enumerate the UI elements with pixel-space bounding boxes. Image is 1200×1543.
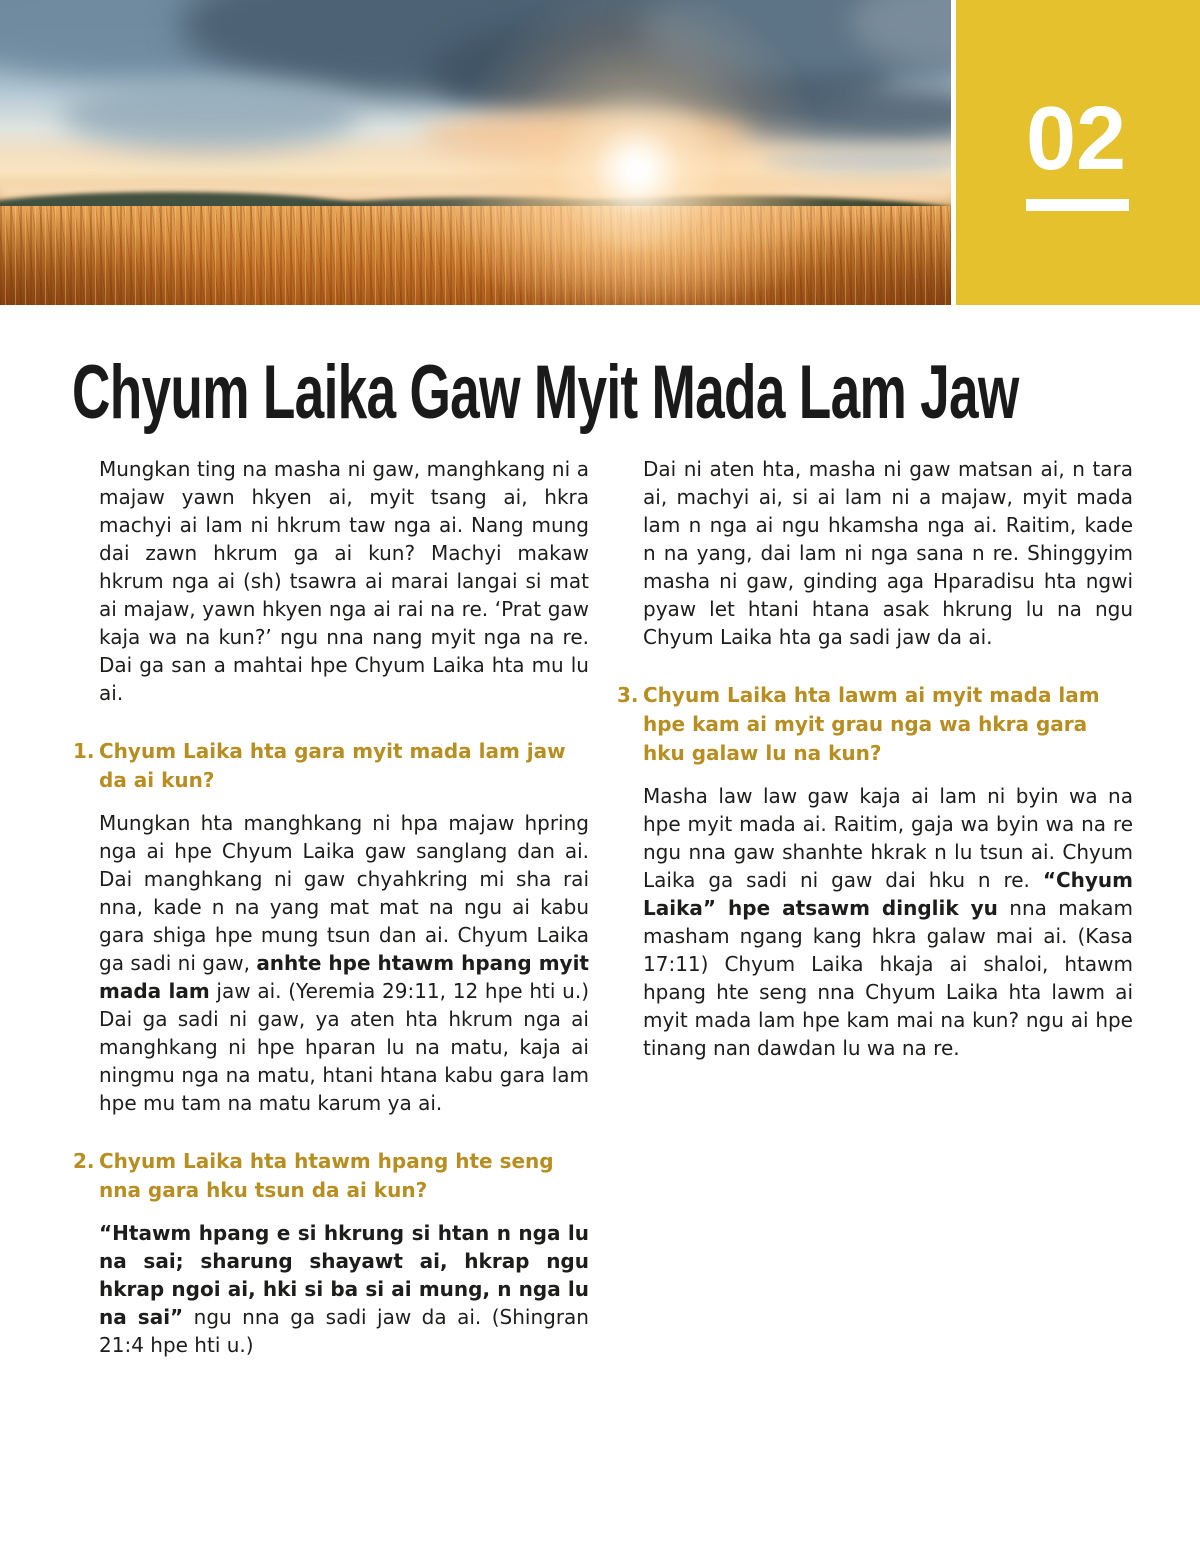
question-heading: [73, 1147, 589, 1205]
intro-paragraph-continued: Dai ni aten hta, masha ni gaw matsan ai, n tara ai, machyi ai, si ai lam ni a majaw, myit mada lam n nga ai ngu hkamsha nga ai. Raitim, kade n na yang, dai lam ni nga sana n re. Shinggyim masha ni gaw, ginding aga Hparadisu hta ngwi pyaw let htani htana asak hkrung lu na ngu Chyum Laika hta ga sadi jaw da ai.: [643, 457, 1133, 649]
question-heading-text: Chyum Laika hta htawm hpang hte seng nna gara hku tsun da ai kun?: [99, 1149, 554, 1202]
question-3: [617, 681, 1132, 1062]
question-number: 3.: [617, 683, 639, 707]
lesson-number-underline: [1026, 199, 1129, 211]
question-2: [73, 1147, 588, 1359]
page-title: Chyum Laika Gaw Myit Mada Lam Jaw: [72, 350, 1019, 435]
question-answer: Masha law law gaw kaja ai lam ni byin wa na hpe myit mada ai. Raitim, gaja wa byin wa na re ngu nna gaw shanhte hkrak n lu tsun ai. Chyum Laika ga sadi ni gaw dai hku n re. “Chyum Laika” hpe atsawm dinglik yu nna makam masham ngang kang hkra galaw mai ai. (Kasa 17:11) Chyum Laika hkaja ai shaloi, htawm hpang hte seng nna Chyum Laika hta lawm ai myit mada lam hpe kam mai na kun? ngu ai hpe tinang nan dawdan lu wa na re.: [643, 784, 1134, 1060]
lesson-number: 02: [1026, 89, 1127, 189]
wheat-field-foreground: [0, 206, 951, 305]
question-heading: [617, 681, 1133, 768]
wheat-field-sunset-photo: [0, 0, 951, 305]
column-left: [73, 455, 588, 1359]
question-answer: “Htawm hpang e si hkrung si htan n nga lu na sai; sharung shayawt ai, hkrap ngu hkrap ngoi ai, hki si ba si ai mung, n nga lu na sai” ngu nna ga sadi jaw da ai. (Shingran 21:4 hpe hti u.): [99, 1221, 589, 1357]
question-answer: Mungkan hta manghkang ni hpa majaw hpring nga ai hpe Chyum Laika gaw sanglang dan ai. Dai manghkang ni gaw chyahkring mi sha rai nna, kade n na yang mat mat na ngu ai kabu gara shiga hpe mung tsun dan ai. Chyum Laika ga sadi ni gaw, anhte hpe htawm hpang myit mada lam jaw ai. (Yeremia 29:11, 12 hpe hti u.) Dai ga sadi ni gaw, ya aten hta hkrum nga ai manghkang ni hpe hparan lu na matu, kaja ai ningmu nga na matu, htani htana kabu gara lam hpe mu tam na matu karum ya ai.: [99, 811, 589, 1115]
column-right: [617, 455, 1132, 1359]
question-1: [73, 737, 588, 1117]
question-heading: [73, 737, 589, 795]
question-number: 1.: [73, 739, 95, 763]
question-number: 2.: [73, 1149, 95, 1173]
cloud-shape: [420, 112, 750, 160]
cloud-shape: [60, 80, 360, 150]
question-heading-text: Chyum Laika hta gara myit mada lam jaw da ai kun?: [99, 739, 566, 792]
page-header: [0, 0, 1200, 305]
lesson-number-badge: [956, 0, 1200, 305]
intro-paragraph: Mungkan ting na masha ni gaw, manghkang ni a majaw yawn hkyen ai, myit tsang ai, hkra machyi ai lam ni hkrum taw nga ai. Nang mung dai zawn hkrum ga ai kun? Machyi makaw hkrum nga ai (sh) tsawra ai marai langai si mat ai majaw, yawn hkyen nga ai rai na re. ‘Prat gaw kaja wa na kun?’ ngu nna nang myit nga na re. Dai ga san a mahtai hpe Chyum Laika hta mu lu ai.: [99, 457, 589, 705]
article-body: [73, 455, 1200, 1359]
question-heading-text: Chyum Laika hta lawm ai myit mada lam hpe kam ai myit grau nga wa hkra gara hku galaw lu na kun?: [643, 683, 1100, 765]
